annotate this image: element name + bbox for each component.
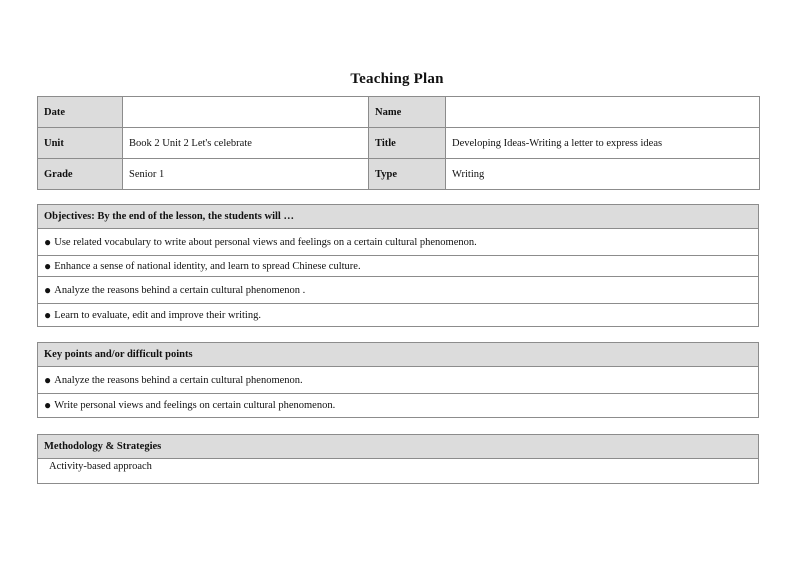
- methodology-section: [37, 434, 759, 484]
- date-value: [123, 97, 369, 128]
- bullet-icon: ●: [44, 307, 52, 322]
- name-label: Name: [369, 97, 446, 128]
- type-value: Writing: [446, 159, 760, 190]
- list-item: [38, 394, 758, 417]
- unit-value: Book 2 Unit 2 Let's celebrate: [123, 128, 369, 159]
- objective-text: Learn to evaluate, edit and improve their writing.: [54, 309, 261, 321]
- bullet-icon: ●: [44, 398, 52, 412]
- key-point-text: Write personal views and feelings on certain cultural phenomenon.: [54, 400, 336, 411]
- list-item: [38, 277, 758, 304]
- date-label: Date: [38, 97, 123, 128]
- table-row: [38, 159, 760, 190]
- bullet-icon: ●: [44, 282, 52, 297]
- bullet-icon: ●: [44, 372, 52, 387]
- objective-text: Use related vocabulary to write about personal views and feelings on a certain cultural phenomenon.: [54, 236, 477, 248]
- list-item: [38, 229, 758, 256]
- bullet-icon: ●: [44, 258, 52, 273]
- name-value: [446, 97, 760, 128]
- list-item: [38, 367, 758, 394]
- list-item: [38, 304, 758, 326]
- methodology-heading: Methodology & Strategies: [38, 435, 758, 459]
- type-label: Type: [369, 159, 446, 190]
- key-points-heading: Key points and/or difficult points: [38, 343, 758, 367]
- objectives-heading: Objectives: By the end of the lesson, the students will …: [38, 205, 758, 229]
- grade-value: Senior 1: [123, 159, 369, 190]
- objective-text: Enhance a sense of national identity, and learn to spread Chinese culture.: [54, 260, 361, 272]
- table-row: [38, 97, 760, 128]
- methodology-text: Activity-based approach: [49, 461, 152, 472]
- page-title: Teaching Plan: [350, 71, 444, 87]
- key-point-text: Analyze the reasons behind a certain cultural phenomenon.: [54, 374, 303, 386]
- title-label: Title: [369, 128, 446, 159]
- bullet-icon: ●: [44, 234, 52, 249]
- title-value: Developing Ideas-Writing a letter to express ideas: [446, 128, 760, 159]
- objective-text: Analyze the reasons behind a certain cultural phenomenon .: [54, 284, 306, 296]
- unit-label: Unit: [38, 128, 123, 159]
- objectives-section: [37, 204, 759, 327]
- list-item: [38, 256, 758, 277]
- key-points-section: [37, 342, 759, 418]
- table-row: [38, 128, 760, 159]
- info-table: [37, 96, 760, 190]
- grade-label: Grade: [38, 159, 123, 190]
